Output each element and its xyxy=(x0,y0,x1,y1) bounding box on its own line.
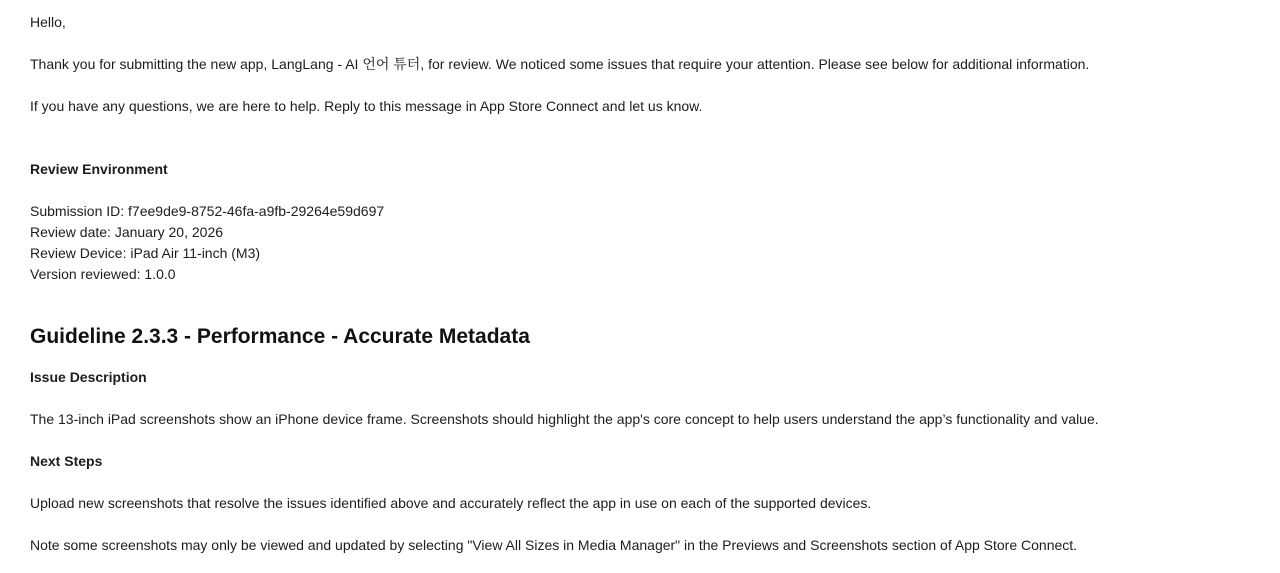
help-paragraph: If you have any questions, we are here to help. Reply to this message in App Store Connect and let us know. xyxy=(30,98,703,114)
next-steps-heading: Next Steps xyxy=(30,453,103,469)
spacer xyxy=(30,514,1250,535)
intro-paragraph: Thank you for submitting the new app, LangLang - AI 언어 튜터, for review. We noticed some issues that require your attention. Please see below for additional information. xyxy=(30,56,1090,72)
spacer xyxy=(30,285,1250,323)
review-environment-heading: Review Environment xyxy=(30,161,168,177)
note-text: Note some screenshots may only be viewed and updated by selecting "View All Sizes in Media Manager" in the Previews and Screenshots section of App Store Connect. xyxy=(30,537,1078,553)
spacer xyxy=(30,75,1250,96)
spacer xyxy=(30,351,1250,367)
spacer xyxy=(30,430,1250,451)
issue-description-text: The 13-inch iPad screenshots show an iPhone device frame. Screenshots should highlight the app's core concept to help users understand the app’s functionality and value. xyxy=(30,411,1099,427)
email-message-body xyxy=(30,12,1250,556)
spacer xyxy=(30,180,1250,201)
next-steps-text: Upload new screenshots that resolve the issues identified above and accurately reflect the app in use on each of the supported devices. xyxy=(30,495,872,511)
review-date-text: Review date: January 20, 2026 xyxy=(30,224,224,240)
spacer xyxy=(30,33,1250,54)
spacer xyxy=(30,117,1250,159)
issue-description-heading: Issue Description xyxy=(30,369,147,385)
spacer xyxy=(30,388,1250,409)
review-device-text: Review Device: iPad Air 11-inch (M3) xyxy=(30,245,261,261)
guideline-title: Guideline 2.3.3 - Performance - Accurate Metadata xyxy=(30,325,530,348)
submission-id-text: Submission ID: f7ee9de9-8752-46fa-a9fb-29264e59d697 xyxy=(30,203,385,219)
spacer xyxy=(30,472,1250,493)
version-reviewed-text: Version reviewed: 1.0.0 xyxy=(30,266,176,282)
greeting-text: Hello, xyxy=(30,14,66,30)
